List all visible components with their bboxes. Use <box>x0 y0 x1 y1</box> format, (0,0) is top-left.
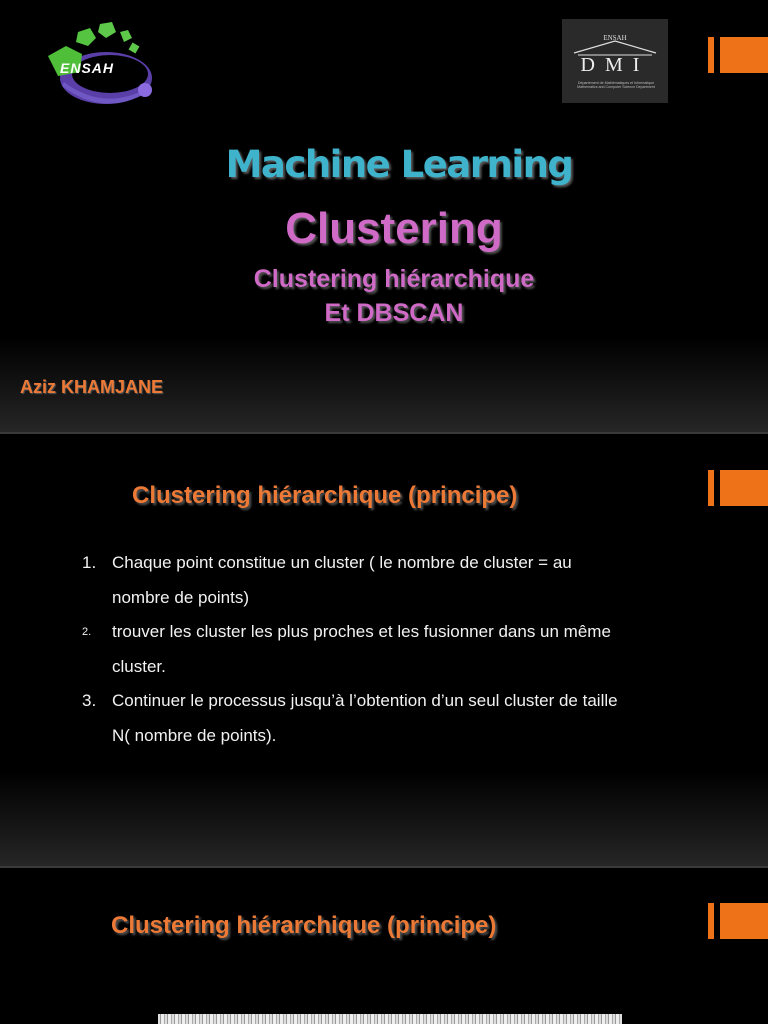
list-item-text-continued: N( nombre de points). <box>112 725 277 745</box>
image-top-edge <box>158 1014 622 1024</box>
slide-heading: Clustering hiérarchique (principe) <box>111 912 497 939</box>
list-number: 3. <box>82 691 97 710</box>
list-item <box>82 615 702 684</box>
presentation-subtitle: Clustering <box>285 204 503 253</box>
topic-line-1: Clustering hiérarchique <box>253 265 535 293</box>
list-item-text: trouver les cluster les plus proches et les fusionner dans un même <box>112 622 611 641</box>
orange-accent-bar <box>708 903 768 939</box>
title-slide <box>0 0 768 432</box>
author-name: Aziz KHAMJANE <box>20 377 164 397</box>
principle-slide <box>0 434 768 866</box>
list-item-text-continued: nombre de points) <box>112 587 250 607</box>
list-item-text-continued: cluster. <box>112 656 166 676</box>
dmi-logo-letters: DMI <box>580 54 650 76</box>
principle-steps <box>82 546 702 753</box>
presentation-title: Machine Learning <box>225 143 573 186</box>
list-item-text: Chaque point constitue un cluster ( le nombre de cluster = au <box>112 553 572 572</box>
slide-heading: Clustering hiérarchique (principe) <box>132 482 518 509</box>
list-item <box>82 546 702 615</box>
orange-accent-bar <box>708 470 768 506</box>
orange-accent-bar <box>708 37 768 73</box>
dmi-logo-ensah: ENSAH <box>603 34 627 42</box>
dmi-logo <box>562 19 668 103</box>
ensah-logo-text: ENSAH <box>60 60 115 76</box>
presentation-topic <box>0 262 768 330</box>
list-item-text: Continuer le processus jusqu’à l’obtention d’un seul cluster de taille <box>112 691 618 710</box>
principle-slide-continued <box>0 868 768 1024</box>
list-number: 1. <box>82 553 97 572</box>
dmi-logo-caption: Département de Mathématiques et Informatique Mathematics and Computer Science Department <box>577 81 655 89</box>
topic-line-2: Et DBSCAN <box>324 299 464 327</box>
list-number: 2. <box>82 626 92 638</box>
list-item <box>82 684 702 753</box>
